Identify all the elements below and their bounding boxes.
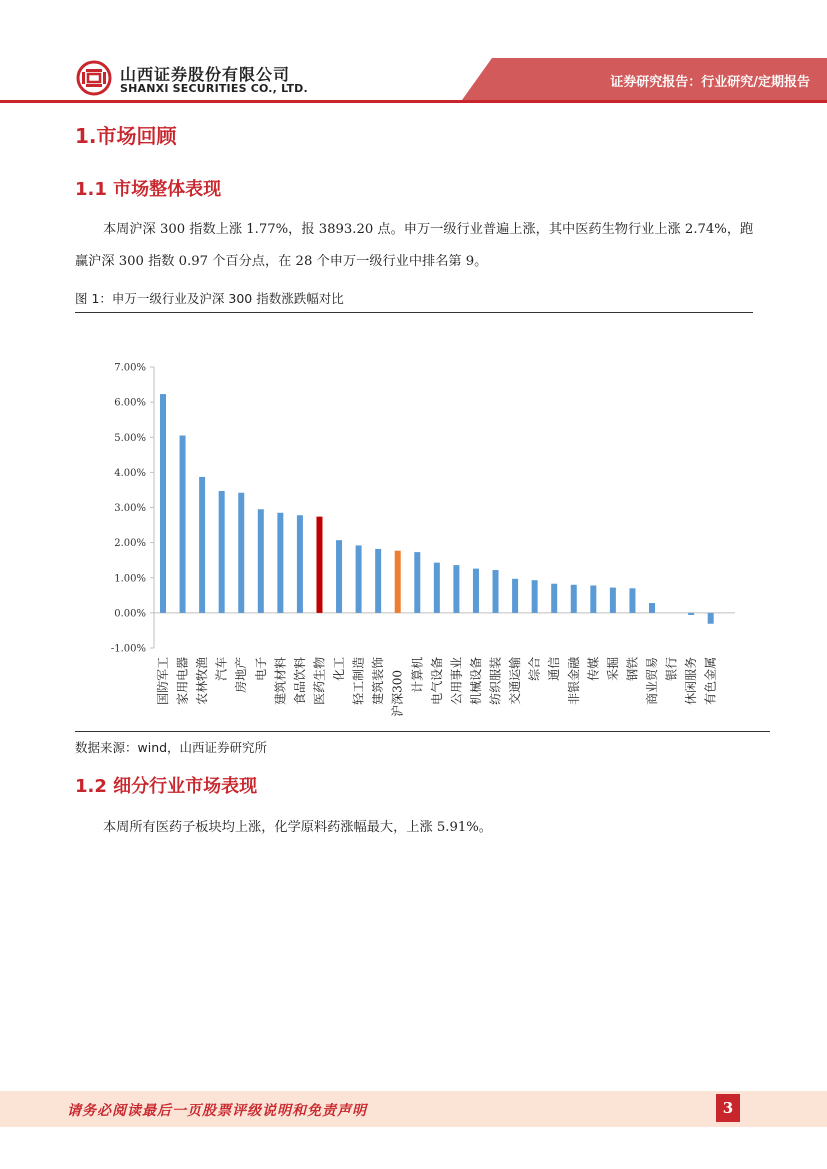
section-title-overall-performance: 1.1 市场整体表现 <box>75 179 222 200</box>
section-title-segment-performance: 1.2 细分行业市场表现 <box>75 776 258 797</box>
x-tick-label: 建筑材料 <box>273 656 288 705</box>
bar-传媒 <box>590 585 596 612</box>
bar-采掘 <box>610 588 616 613</box>
paragraph-text: 本周沪深 300 指数上涨 1.77%，报 3893.20 点。申万一级行业普遍上涨，其中医药生物行业上涨 2.74%，跑赢沪深 300 指数 0.97 个百分点，在 28 个申万一级行业中排名第 9。 <box>75 222 754 269</box>
bar-商业贸易 <box>649 603 655 613</box>
bar-休闲服务 <box>688 613 694 615</box>
company-name-en: SHANXI SECURITIES CO., LTD. <box>120 82 308 95</box>
bar-钢铁 <box>629 588 635 613</box>
x-tick-label: 公用事业 <box>449 656 464 705</box>
x-tick-label: 家用电器 <box>175 656 190 705</box>
figure-source: 数据来源：wind，山西证券研究所 <box>75 740 268 755</box>
figure-title: 图 1：申万一级行业及沪深 300 指数涨跌幅对比 <box>75 291 344 306</box>
footer-disclaimer: 请务必阅读最后一页股票评级说明和免责声明 <box>67 1103 367 1119</box>
x-tick-label: 房地产 <box>234 656 249 693</box>
industry-bar-chart <box>75 330 770 730</box>
x-tick-label: 轻工制造 <box>351 656 366 705</box>
x-tick-label: 钢铁 <box>625 656 640 681</box>
bar-有色金属 <box>708 613 714 624</box>
bar-农林牧渔 <box>199 477 205 613</box>
bar-沪深300 <box>395 551 401 613</box>
x-tick-label: 医药生物 <box>312 656 327 705</box>
x-tick-label: 汽车 <box>214 656 229 681</box>
x-tick-label: 交通运输 <box>508 656 523 705</box>
segment-performance-paragraph <box>75 812 755 844</box>
x-tick-label: 商业贸易 <box>645 656 659 705</box>
figure-top-rule <box>75 312 753 313</box>
bar-建筑材料 <box>277 513 283 613</box>
y-tick-label: 7.00% <box>114 362 146 374</box>
bar-食品饮料 <box>297 515 303 613</box>
bar-汽车 <box>219 491 225 613</box>
bar-纺织服装 <box>493 570 499 613</box>
x-tick-label: 银行 <box>664 656 679 681</box>
x-tick-label: 综合 <box>527 656 542 681</box>
header-divider <box>0 100 827 103</box>
bar-化工 <box>336 540 342 613</box>
x-tick-label: 化工 <box>332 656 347 681</box>
figure-bottom-rule <box>75 731 770 732</box>
x-tick-label: 计算机 <box>410 656 425 693</box>
bar-国防军工 <box>160 394 166 613</box>
x-tick-label: 农林牧渔 <box>195 656 210 705</box>
overall-performance-paragraph <box>75 214 755 278</box>
y-tick-label: -1.00% <box>110 643 146 655</box>
x-tick-label: 电气设备 <box>429 656 444 705</box>
x-tick-label: 有色金属 <box>703 656 718 705</box>
x-tick-label: 食品饮料 <box>292 656 307 705</box>
x-tick-label: 采掘 <box>605 656 620 681</box>
company-logo-icon <box>76 60 112 96</box>
page-header <box>0 0 827 110</box>
section-title-market-review: 1.市场回顾 <box>75 124 177 148</box>
bar-电气设备 <box>434 563 440 613</box>
x-tick-label: 机械设备 <box>468 656 483 705</box>
x-tick-label: 国防军工 <box>156 656 170 705</box>
x-tick-label: 建筑装饰 <box>371 656 386 705</box>
y-tick-label: 0.00% <box>114 608 146 620</box>
bar-建筑装饰 <box>375 549 381 613</box>
y-tick-label: 2.00% <box>114 538 146 550</box>
paragraph-text: 本周所有医药子板块均上涨，化学原料药涨幅最大，上涨 5.91%。 <box>103 820 492 835</box>
y-tick-label: 3.00% <box>114 503 146 514</box>
bar-轻工制造 <box>356 545 362 612</box>
company-name-cn: 山西证券股份有限公司 <box>120 65 291 84</box>
bar-综合 <box>532 580 538 613</box>
y-tick-label: 4.00% <box>114 467 146 479</box>
bar-通信 <box>551 584 557 613</box>
page-number: 3 <box>716 1094 740 1122</box>
x-tick-label: 传媒 <box>586 656 601 681</box>
bar-计算机 <box>414 552 420 613</box>
x-tick-label: 非银金融 <box>566 656 581 705</box>
x-tick-label: 纺织服装 <box>488 656 503 705</box>
y-tick-label: 1.00% <box>114 573 146 585</box>
bar-家用电器 <box>180 435 186 612</box>
bar-交通运输 <box>512 579 518 613</box>
bar-医药生物 <box>316 517 322 613</box>
x-tick-label: 通信 <box>547 656 562 681</box>
bar-非银金融 <box>571 585 577 613</box>
x-tick-label: 电子 <box>253 656 268 681</box>
bar-房地产 <box>238 493 244 613</box>
x-tick-label: 休闲服务 <box>684 656 699 705</box>
bar-机械设备 <box>473 569 479 613</box>
bar-电子 <box>258 509 264 613</box>
report-type: 证券研究报告：行业研究/定期报告 <box>610 75 810 90</box>
x-tick-label: 沪深300 <box>390 669 405 717</box>
chart-svg <box>75 330 770 730</box>
y-tick-label: 6.00% <box>114 397 146 409</box>
bar-公用事业 <box>453 565 459 613</box>
y-tick-label: 5.00% <box>114 432 146 444</box>
